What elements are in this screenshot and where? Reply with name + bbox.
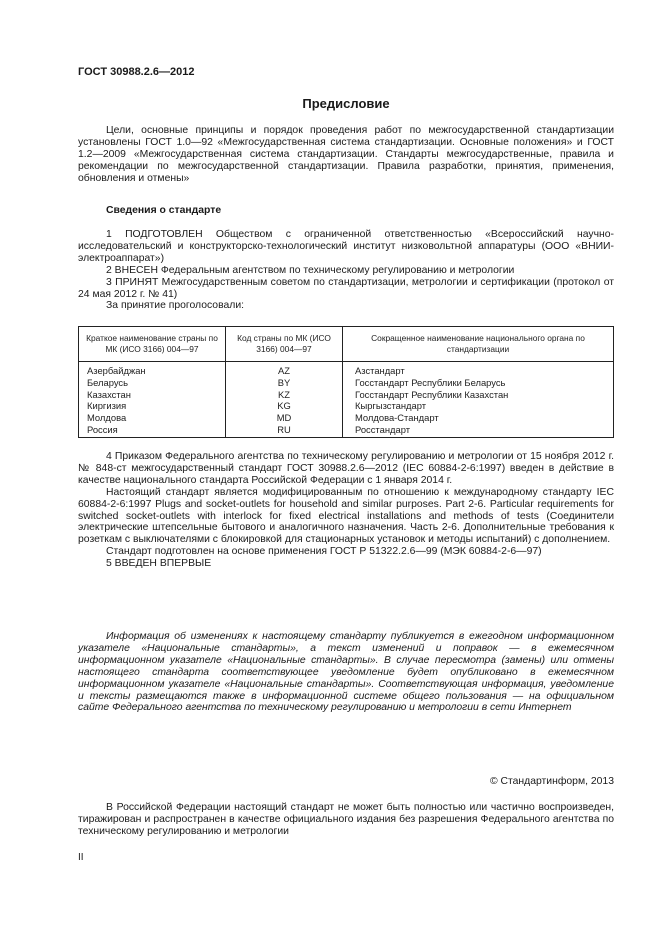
cell-code: AZ: [226, 362, 343, 377]
cell-body: Азстандарт: [343, 362, 614, 377]
page-number: II: [78, 852, 84, 863]
table-row: [79, 400, 614, 412]
adoption-items: [78, 451, 614, 570]
table-header-row: [79, 327, 614, 362]
table-row: [79, 362, 614, 377]
rights-section: [78, 802, 614, 838]
cell-code: BY: [226, 377, 343, 389]
header-country: Краткое наименование страны по МК (ИСО 3166) 004—97: [79, 327, 226, 362]
info-heading: Сведения о стандарте: [106, 205, 222, 216]
table-row: [79, 424, 614, 437]
item-2: 2 ВНЕСЕН Федеральным агентством по техническому регулированию и метрологии: [106, 264, 515, 276]
cell-code: KZ: [226, 389, 343, 401]
basis-paragraph: Стандарт подготовлен на основе применения ГОСТ Р 51322.2.6—99 (МЭК 60884-2-6—97): [106, 546, 542, 558]
item-4: 4 Приказом Федерального агентства по техническому регулированию и метрологии от 15 ноября 2012 г. № 848-ст межгосударственный стандарт ГОСТ 30988.2.6—2012 (IEC 60884-2-6:1997) введен в действие в качестве национального стандарта Российской Федерации с 1 января 2014 г.: [78, 451, 614, 486]
document-id: ГОСТ 30988.2.6—2012: [78, 66, 195, 78]
notice-paragraph: Информация об изменениях к настоящему стандарту публикуется в ежегодном информационном указателе «Национальные стандарты», а текст изменений и поправок — в ежемесячном информационном указателе «Национальные стандарты». В случае пересмотра (замены) или отмены настоящего стандарта соответствующее уведомление будет опубликовано в ежемесячном информационном указателе «Национальные стандарты». Соответствующая информация, уведомление и тексты размещаются также в информационной системе общего пользования — на официальном сайте Федерального агентства по техническому регулированию и метрологии в сети Интернет: [78, 631, 614, 714]
cell-code: RU: [226, 424, 343, 437]
cell-body: Госстандарт Республики Беларусь: [343, 377, 614, 389]
notice-section: [78, 631, 614, 714]
cell-body: Молдова-Стандарт: [343, 412, 614, 424]
cell-country: Россия: [79, 424, 226, 437]
info-items: [78, 229, 614, 312]
header-code: Код страны по МК (ИСО 3166) 004—97: [226, 327, 343, 362]
intro-paragraph: Цели, основные принципы и порядок проведения работ по межгосударственной стандартизации установлены ГОСТ 1.0—92 «Межгосударственная система стандартизации. Основные положения» и ГОСТ 1.2—2009 «Межгосударственная система стандартизации. Стандарты межгосударственные, правила и рекомендации по межгосударственной стандартизации. Правила разработки, принятия, применения, обновления и отмены»: [78, 125, 614, 184]
cell-country: Азербайджан: [79, 362, 226, 377]
cell-country: Казахстан: [79, 389, 226, 401]
modified-paragraph: Настоящий стандарт является модифицированным по отношению к международному стандарту IEC 60884-2-6:1997 Plugs and socket-outlets for household and similar purposes. Part 2-6. Particular requirements for switched socket-outlets with interlock for fixed electrical installations and methods of tests (Соединители электрические штепсельные бытового и аналогичного назначения. Часть 2-6. Дополнительные требования к розеткам с выключателями с блокировкой для стационарных установок и методы испытаний) с дополнением.: [78, 486, 614, 546]
voting-table: [78, 326, 614, 438]
cell-country: Молдова: [79, 412, 226, 424]
rights-paragraph: В Российской Федерации настоящий стандарт не может быть полностью или частично воспроизведен, тиражирован и распространен в качестве официального издания без разрешения Федерального агентства по техническому регулированию и метрологии: [78, 802, 614, 837]
voted-label: За принятие проголосовали:: [106, 300, 245, 312]
cell-country: Киргизия: [79, 400, 226, 412]
cell-body: Росстандарт: [343, 424, 614, 437]
info-heading-block: [78, 205, 614, 216]
cell-code: MD: [226, 412, 343, 424]
cell-code: KG: [226, 400, 343, 412]
table-row: [79, 389, 614, 401]
cell-country: Беларусь: [79, 377, 226, 389]
table-row: [79, 377, 614, 389]
header-body: Сокращенное наименование национального органа по стандартизации: [343, 327, 614, 362]
cell-body: Госстандарт Республики Казахстан: [343, 389, 614, 401]
item-1: 1 ПОДГОТОВЛЕН Обществом с ограниченной ответственностью «Всероссийский научно-исследовательский и конструкторско-технологический институт низковольтной аппаратуры (ООО «ВНИИ-электроаппарат»): [78, 229, 614, 264]
page-title: Предисловие: [302, 96, 390, 111]
intro-section: [78, 125, 614, 185]
table-row: [79, 412, 614, 424]
cell-body: Кыргызстандарт: [343, 400, 614, 412]
item-3: 3 ПРИНЯТ Межгосударственным советом по стандартизации, метрологии и сертификации (протокол от 24 мая 2012 г. № 41): [78, 276, 614, 300]
item-5: 5 ВВЕДЕН ВПЕРВЫЕ: [106, 558, 212, 570]
copyright: © Стандартинформ, 2013: [489, 776, 614, 787]
